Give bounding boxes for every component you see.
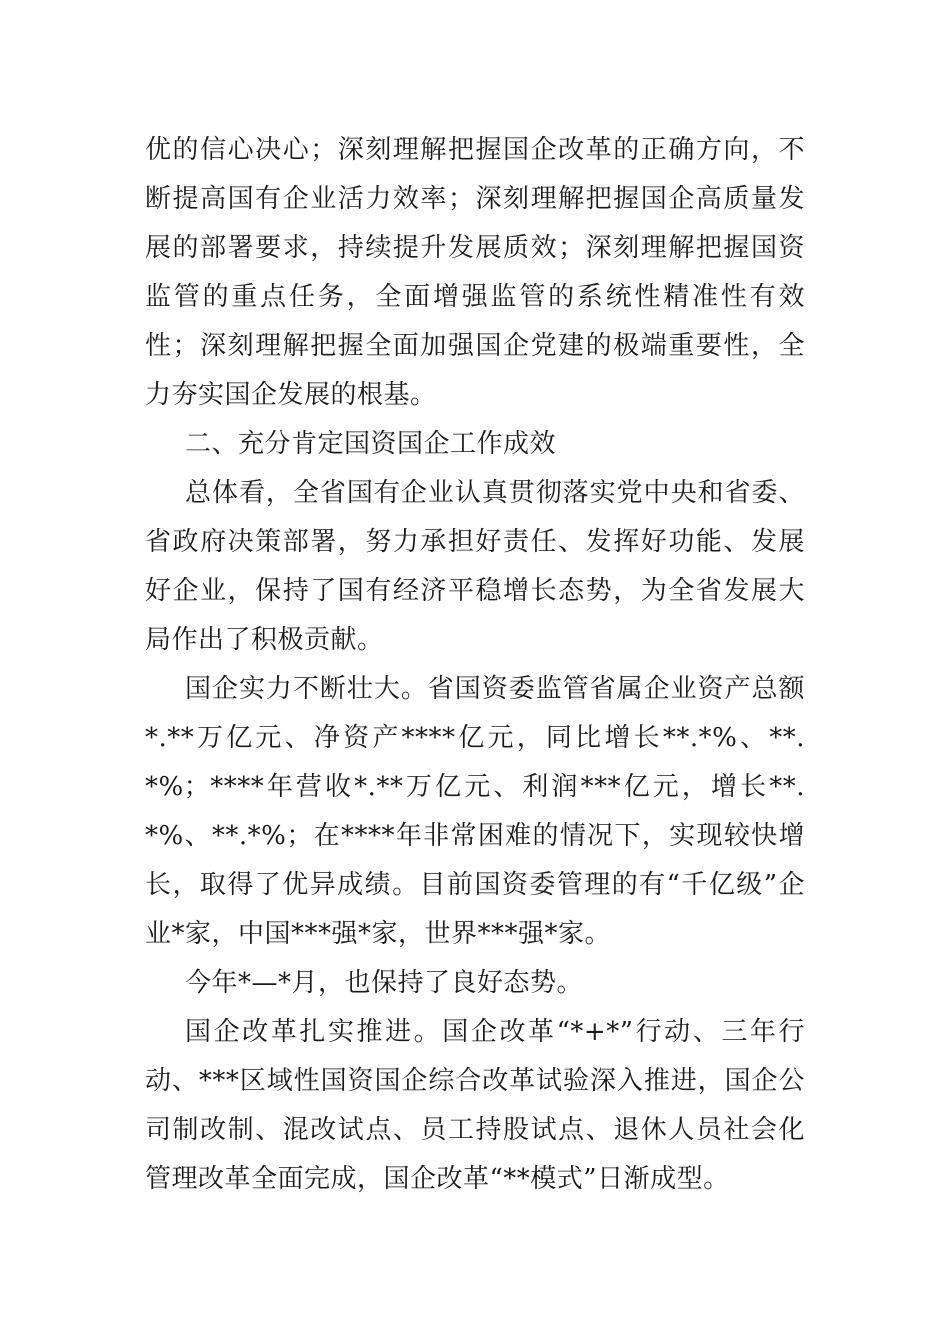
- paragraph-overview: 总体看，全省国有企业认真贯彻落实党中央和省委、省政府决策部署，努力承担好责任、发挥好功能、发展好企业，保持了国有经济平稳增长态势，为全省发展大局作出了积极贡献。: [145, 478, 805, 655]
- paragraph-strength: 国企实力不断壮大。省国资委监管省属企业资产总额*.**万亿元、净资产****亿元，同比增长**.*%、**.*%；****年营收*.**万亿元、利润***亿元，增长**.*%、**.*%；在****年非常困难的情况下，实现较快增长，取得了优异成绩。目前国资委管理的有“千亿级”企业*家，中国***强*家，世界***强*家。: [145, 674, 805, 949]
- section-heading: 二、充分肯定国资国企工作成效: [185, 429, 557, 459]
- paragraph-continuation: 优的信心决心；深刻理解把握国企改革的正确方向，不断提高国有企业活力效率；深刻理解把握国企高质量发展的部署要求，持续提升发展质效；深刻理解把握国资监管的重点任务，全面增强监管的系统性精准性有效性；深刻理解把握全面加强国企党建的极端重要性，全力夯实国企发展的根基。: [145, 135, 805, 410]
- paragraph-reform: 国企改革扎实推进。国企改革“*+*”行动、三年行动、***区域性国资国企综合改革试验深入推进，国企公司制改制、混改试点、员工持股试点、退休人员社会化管理改革全面完成，国企改革“**模式”日渐成型。: [145, 1017, 805, 1194]
- document-body: [145, 126, 805, 1204]
- paragraph-this-year: 今年*—*月，也保持了良好态势。: [185, 968, 584, 998]
